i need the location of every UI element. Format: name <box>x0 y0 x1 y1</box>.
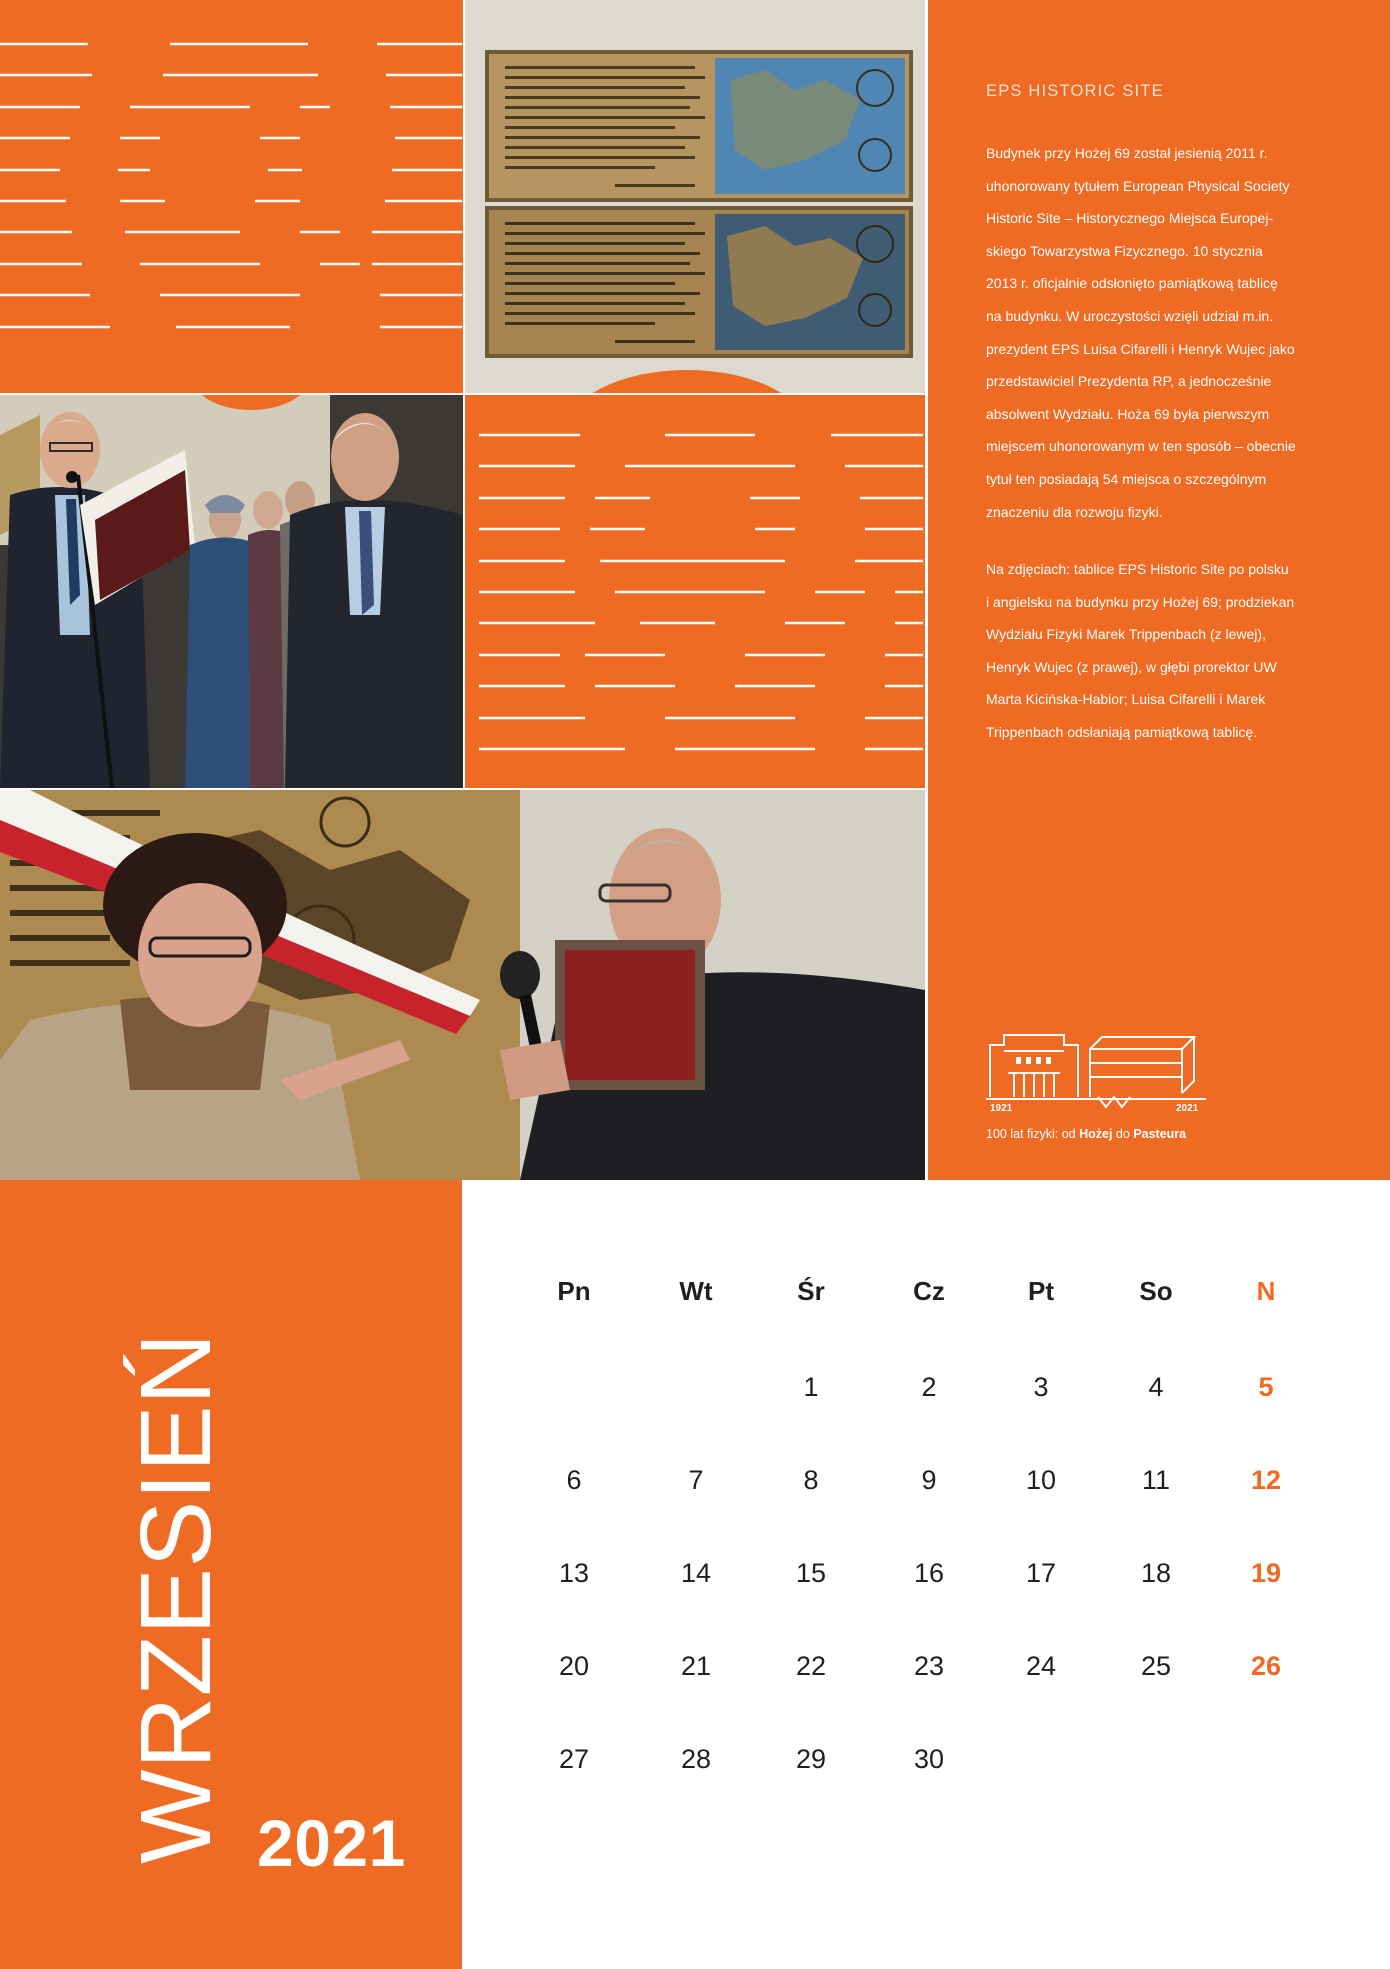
man-hand <box>500 1040 570 1100</box>
logo-window <box>1036 1057 1041 1064</box>
paragraph-line: Budynek przy Hożej 69 został jesienią 2011 r. <box>986 145 1268 161</box>
plaque-text-line <box>505 242 685 245</box>
plaque-text-line <box>505 126 675 129</box>
day-cell-sunday: 26 <box>1250 1651 1282 1681</box>
day-cell: 27 <box>558 1744 590 1774</box>
day-cell: 8 <box>803 1465 819 1495</box>
paragraph-line: skiego Towarzystwa Fizycznego. 10 stycznia <box>986 242 1263 259</box>
paragraph-line: Henryk Wujec (z prawej), w głębi prorektor UW <box>986 658 1277 675</box>
plaque-text-line <box>505 282 675 285</box>
faculty-buildings-logo-icon <box>986 1023 1206 1113</box>
day-cell: 6 <box>566 1465 582 1495</box>
plaque-text-line <box>505 222 695 225</box>
day-cell: 23 <box>913 1651 945 1681</box>
plaque-text-line <box>505 146 685 149</box>
microphone-head <box>500 951 540 999</box>
day-cell: 11 <box>1141 1465 1171 1495</box>
speakers-photo-art <box>0 395 463 788</box>
day-cell: 24 <box>1025 1651 1057 1681</box>
day-cell-sunday: 12 <box>1250 1465 1282 1495</box>
day-cell: 30 <box>913 1744 945 1774</box>
plaque-text-line <box>505 252 700 255</box>
stripe-lines <box>0 44 462 327</box>
stripe-graphic <box>0 0 463 393</box>
plaque-text-line <box>505 232 705 235</box>
weekday-tuesday: Wt <box>679 1276 713 1306</box>
logo-year-to: 2021 <box>1176 1103 1199 1113</box>
day-cell <box>646 1367 746 1407</box>
microphone <box>66 471 78 483</box>
paragraph-line: Historic Site – Historycznego Miejsca Europej- <box>986 210 1274 227</box>
paragraph-line: na budynku. W uroczystości wzięli udział m.in. <box>986 307 1274 324</box>
intro-panel <box>928 0 1390 1180</box>
paragraph-line: przedstawiciel Prezydenta RP, a jednocześnie <box>986 373 1272 390</box>
photo-speakers <box>0 395 463 788</box>
paragraph-line: Marta Kicińska-Habior; Luisa Cifarelli i Marek <box>986 691 1266 708</box>
plaque-text-line <box>505 96 700 99</box>
paragraph-line: prezydent EPS Luisa Cifarelli i Henryk Wujec jako <box>986 340 1295 357</box>
logo-new-building <box>1090 1037 1194 1097</box>
logo-window <box>1046 1057 1051 1064</box>
paragraph-line: tytuł ten posiadają 54 miejsca o szczególnym <box>986 470 1267 487</box>
day-cell-sunday: 19 <box>1250 1558 1282 1588</box>
paragraph-line: i angielsku na budynku przy Hożej 69; prodziekan <box>986 593 1295 610</box>
day-cell: 25 <box>1140 1651 1172 1681</box>
plaque-text-line <box>10 960 130 966</box>
day-cell: 4 <box>1148 1372 1164 1402</box>
paragraph-line: Trippenbach odsłaniają pamiątkową tablicę. <box>986 723 1258 740</box>
paragraph-line: znaczeniu dla rozwoju fizyki. <box>986 503 1163 520</box>
plaque-text-line <box>10 935 110 941</box>
plaque-text-line <box>505 136 700 139</box>
day-cell: 2 <box>921 1372 937 1402</box>
plaque-text-line <box>615 340 695 343</box>
plaques-photo-art <box>465 0 925 393</box>
brand-caption <box>986 1125 1186 1143</box>
stripe-graphic <box>465 395 925 788</box>
plaque-text-line <box>505 76 705 79</box>
day-cell: 3 <box>1033 1372 1049 1402</box>
photo-plaque-unveiling <box>0 790 925 1180</box>
photo-eps-plaques <box>465 0 925 393</box>
paragraph-line: Na zdjęciach: tablice EPS Historic Site po polsku <box>986 561 1289 577</box>
stripe-graphic-panel-top <box>0 0 463 393</box>
day-cell <box>524 1367 624 1407</box>
plaque-text-line <box>615 184 695 187</box>
day-cell: 7 <box>688 1465 704 1495</box>
calendar-grid <box>462 1180 1390 1969</box>
plaque-text-line <box>505 166 655 169</box>
day-cell <box>991 1739 1091 1779</box>
intro-paragraph-1 <box>986 137 1366 528</box>
plaque-text-line <box>505 272 705 275</box>
intro-heading: EPS HISTORIC SITE <box>986 82 1164 100</box>
plaque-text-line <box>505 322 655 325</box>
paragraph-line: Wydziału Fizyki Marek Trippenbach (z lewej), <box>986 626 1266 643</box>
weekday-wednesday: Śr <box>797 1276 825 1306</box>
day-cell: 13 <box>558 1558 590 1588</box>
folder-red <box>565 950 695 1080</box>
plaque-text-line <box>505 312 695 315</box>
plaque-text-line <box>505 116 705 119</box>
caption-prefix: 100 lat fizyki: od <box>986 1127 1080 1141</box>
stripe-lines <box>479 435 923 749</box>
weekday-monday: Pn <box>557 1276 591 1306</box>
paragraph-line: uhonorowany tytułem European Physical Society <box>986 177 1290 194</box>
guest-head <box>253 491 283 529</box>
day-cell <box>1106 1739 1206 1779</box>
month-name: WRZESIEŃ <box>120 1332 232 1864</box>
plaque-text-line <box>505 262 690 265</box>
month-panel <box>0 1180 462 1969</box>
plaque-text-line <box>505 66 695 69</box>
day-cell-sunday: 5 <box>1258 1372 1274 1402</box>
stripe-graphic-panel-middle <box>465 395 925 788</box>
day-cell: 29 <box>795 1744 827 1774</box>
plaque-text-line <box>505 302 685 305</box>
day-cell: 16 <box>913 1558 945 1588</box>
logo-window <box>1026 1057 1031 1064</box>
day-cell: 9 <box>921 1465 937 1495</box>
day-cell: 21 <box>680 1651 712 1681</box>
day-cell: 10 <box>1025 1465 1057 1495</box>
day-cell: 1 <box>803 1372 819 1402</box>
paragraph-line: absolwent Wydziału. Hoża 69 była pierwszym <box>986 405 1270 422</box>
logo-lines <box>986 1035 1206 1107</box>
plaque-text-line <box>505 292 700 295</box>
logo-window <box>1016 1057 1021 1064</box>
plaque-text-line <box>505 106 690 109</box>
day-cell: 28 <box>680 1744 712 1774</box>
intro-paragraph-2 <box>986 553 1366 749</box>
paragraph-line: miejscem uhonorowanym w ten sposób – obecnie <box>986 438 1296 455</box>
weekday-thursday: Cz <box>913 1276 945 1306</box>
day-cell: 20 <box>558 1651 590 1681</box>
weekday-friday: Pt <box>1028 1276 1054 1306</box>
right-man-head <box>331 413 399 501</box>
caption-mid: do <box>1112 1127 1134 1141</box>
logo-year-from: 1921 <box>990 1103 1013 1113</box>
day-cell-sunday <box>1216 1739 1316 1779</box>
paragraph-line: 2013 r. oficjalnie odsłonięto pamiątkową tablicę <box>986 275 1278 292</box>
weekday-sunday: N <box>1256 1276 1276 1306</box>
day-cell: 18 <box>1140 1558 1172 1588</box>
day-cell: 17 <box>1025 1558 1057 1588</box>
caption-street-from: Hożej <box>1079 1127 1113 1141</box>
logo-windows <box>1016 1057 1051 1064</box>
day-cell: 14 <box>680 1558 712 1588</box>
month-year: 2021 <box>257 1806 406 1880</box>
plaque-text-line <box>505 156 695 159</box>
day-cell: 15 <box>795 1558 827 1588</box>
day-cell: 22 <box>795 1651 827 1681</box>
caption-street-to: Pasteura <box>1133 1127 1187 1141</box>
plaque-text-line <box>505 86 685 89</box>
weekday-saturday: So <box>1139 1276 1173 1306</box>
unveiling-photo-art <box>0 790 925 1180</box>
